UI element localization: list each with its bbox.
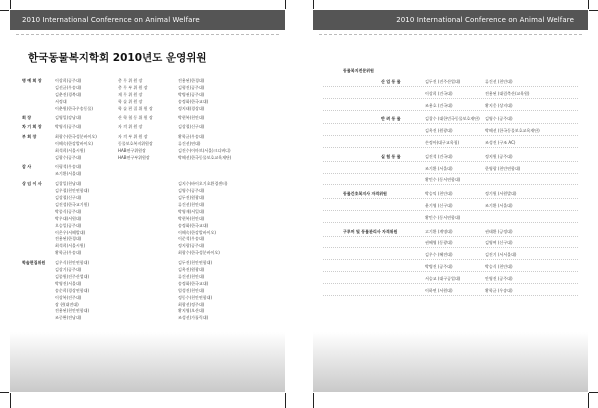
member-name: 이해숙(한강발바이오) bbox=[55, 140, 93, 146]
row-divider bbox=[323, 222, 578, 223]
member-role: 동물보호복지위원장 bbox=[118, 140, 153, 146]
member-name: 박해선(한국동물보호교육재단) bbox=[178, 154, 232, 160]
member-name: 박승익 (천안대) bbox=[425, 191, 453, 197]
row-divider bbox=[323, 147, 578, 148]
row-divider bbox=[323, 123, 578, 124]
section-label: 부 회 장 bbox=[22, 133, 37, 139]
member-name: 박우대(서원대) bbox=[55, 215, 82, 221]
member-name: 김영수(공주대) bbox=[178, 188, 205, 194]
member-name: 조성선(가톨릭대) bbox=[178, 315, 209, 321]
row-divider bbox=[323, 135, 578, 136]
member-name: 황민수 (동서연합대) bbox=[425, 214, 461, 220]
dashed-divider bbox=[16, 34, 279, 35]
member-name: 오승일(공주대) bbox=[55, 222, 82, 228]
member-name: 최석희(서울시원) bbox=[55, 243, 86, 249]
member-name: 최광선(정주대) bbox=[178, 301, 205, 307]
member-name: 김영일(강남대) bbox=[55, 115, 82, 120]
crop-mark bbox=[10, 0, 11, 9]
member-name: 이상복(진주대) bbox=[55, 294, 82, 300]
member-name: 황지영(오산대) bbox=[178, 308, 205, 314]
member-name: 최석희(서울시원) bbox=[55, 147, 86, 153]
member-name: 황학균(우송대) bbox=[55, 250, 82, 256]
member-name: 김창수 (대한민국동물보호재단) bbox=[425, 116, 480, 122]
crop-mark bbox=[588, 0, 589, 9]
member-name: 서승교 (대구공업대) bbox=[425, 275, 461, 281]
section-heading: 동물복지전문위원 bbox=[343, 68, 374, 73]
member-name: 김영수 (공주대) bbox=[485, 116, 513, 122]
member-name: 한영광 (천안연합대) bbox=[485, 165, 521, 171]
page-title: 한국동물복지학회 2010년도 운영위원 bbox=[28, 52, 207, 64]
member-name: 김옥진 (원광대) bbox=[425, 128, 453, 134]
committee-label: 산 업 동 물 bbox=[381, 79, 401, 84]
member-role: 학 술 편 집 위 원 장 bbox=[118, 105, 153, 111]
section-label: 상 임 이 사 bbox=[22, 181, 42, 187]
row-divider bbox=[323, 236, 578, 237]
member-name: 정기원 (서원발대) bbox=[485, 191, 517, 197]
member-name: 박해선 (한국동물보호교육재단) bbox=[485, 128, 540, 134]
member-name: 류건선(천안대) bbox=[178, 273, 205, 279]
member-role: 산 학 협 동 위 원 장 bbox=[118, 115, 153, 120]
committee-label: 반 려 동 물 bbox=[381, 116, 401, 122]
crop-mark bbox=[313, 393, 314, 408]
member-name: 이상희 (건국대) bbox=[425, 90, 453, 96]
member-name: 김우수 (혜전대) bbox=[425, 252, 453, 258]
member-name: 김광수(공주대) bbox=[55, 154, 82, 160]
row-divider bbox=[323, 161, 578, 162]
member-name: 전용된 (대림축산/교육원) bbox=[485, 90, 530, 96]
member-name: 이춘원(한국우송동물) bbox=[55, 105, 93, 111]
member-name: 류건선(연대) bbox=[178, 140, 201, 146]
footer-gradient bbox=[313, 332, 588, 392]
member-name: 김두진(천안연합대) bbox=[178, 260, 213, 266]
member-name: 김옥진(원광대) bbox=[178, 267, 205, 272]
section-label: 차 기 회 장 bbox=[22, 124, 42, 130]
member-name: 박현복(천안대) bbox=[178, 115, 205, 120]
member-name: 박현복(천안대) bbox=[178, 215, 205, 221]
member-name: 고기환 (계명대) bbox=[425, 228, 453, 234]
member-name: 윤기영 (신구대) bbox=[425, 203, 453, 208]
member-role: 재 무 위 원 장 bbox=[118, 91, 143, 97]
member-name: 전용된(한경대) bbox=[178, 78, 205, 83]
member-name: 이해숙(한강발바이오) bbox=[178, 229, 216, 235]
member-role: HAB연구부위원장 bbox=[118, 154, 150, 160]
member-name: 이상희(공주대) bbox=[55, 78, 82, 83]
page-right bbox=[313, 10, 588, 392]
member-name: 정동수(천안연합대) bbox=[178, 294, 213, 300]
crop-mark bbox=[285, 393, 286, 408]
member-name: 황학균(우송대) bbox=[178, 133, 205, 139]
member-name: 김진수(이마브(서울)크디버디) bbox=[178, 147, 231, 153]
member-name: 김창일(천남대) bbox=[55, 181, 82, 187]
member-name: 정지광(공주대) bbox=[178, 243, 205, 249]
header-band bbox=[10, 10, 285, 30]
crop-mark bbox=[0, 10, 9, 11]
row-divider bbox=[323, 259, 578, 260]
member-name: 박병진 (공주대) bbox=[425, 264, 453, 269]
member-name: 조성진 (구조 AC) bbox=[485, 140, 516, 145]
member-name: 박승식 (천안대) bbox=[485, 264, 513, 269]
member-name: 손정아(대구교육청) bbox=[425, 140, 460, 145]
member-name: 송정화(한국교대) bbox=[178, 280, 209, 286]
crop-mark bbox=[589, 392, 598, 393]
crop-mark bbox=[313, 0, 314, 9]
member-name: 송정화(한국교대) bbox=[178, 222, 209, 228]
member-name: 황학균 (우송대) bbox=[485, 287, 513, 293]
member-role: 총 무 부 위 원 장 bbox=[118, 84, 148, 90]
member-name: 정지원 (공주대) bbox=[485, 153, 513, 159]
member-name: 김종원(진주산업대) bbox=[55, 273, 90, 279]
member-name: 최광수(한국성분바이오) bbox=[55, 133, 97, 139]
member-name: 김진성(한국교기원) bbox=[55, 201, 90, 207]
row-divider bbox=[323, 198, 578, 199]
member-name: 류건선 (천안대) bbox=[485, 79, 513, 84]
section-label: 명 예 회 장 bbox=[22, 78, 42, 83]
conference-title: 2010 International Conference on Animal Welfare bbox=[396, 16, 574, 24]
member-name: 권혜영 (동광대) bbox=[425, 240, 453, 246]
member-role: 자 격 위 원 장 bbox=[118, 124, 143, 130]
member-name: 이은우(서해발대) bbox=[55, 229, 86, 235]
member-name: 조용호 (건국대) bbox=[425, 102, 453, 108]
committee-label: 실 험 동 물 bbox=[381, 153, 401, 159]
member-name: 류건선(천안대) bbox=[178, 201, 205, 207]
member-name: 김두진(원광대) bbox=[178, 195, 205, 200]
crop-mark bbox=[10, 393, 11, 408]
member-name: 이하연 (서원대) bbox=[425, 287, 453, 293]
page-left bbox=[10, 10, 285, 392]
header-band bbox=[313, 10, 588, 30]
member-role: 학 술 위 원 장 bbox=[118, 98, 143, 104]
member-name: 김춘진(경북대) bbox=[55, 91, 82, 97]
member-name: 김진기 (서서울대) bbox=[485, 252, 517, 258]
crop-mark bbox=[285, 0, 286, 9]
footer-gradient bbox=[10, 332, 285, 392]
crop-mark bbox=[589, 10, 598, 11]
member-name: 황지웅 (상지대) bbox=[485, 102, 513, 108]
member-name: 김지수(바이오기초환경센터) bbox=[178, 181, 228, 187]
member-name: 송순희(경상연합대) bbox=[55, 287, 90, 293]
member-name: 송정화(한국교대) bbox=[178, 98, 209, 104]
member-name: 김우철(천안연합대) bbox=[55, 188, 90, 194]
member-name: 조기환 (서울대) bbox=[425, 165, 453, 171]
row-divider bbox=[323, 110, 578, 111]
member-name: 조중완(전남대) bbox=[55, 315, 82, 321]
member-name: 전용된(한경대) bbox=[55, 236, 82, 242]
section-label: 회 장 bbox=[22, 115, 32, 120]
row-divider bbox=[323, 247, 578, 248]
member-role: 자 격 부 위 원 장 bbox=[118, 133, 148, 139]
crop-mark bbox=[588, 393, 589, 408]
member-name: 이평석(우송대) bbox=[55, 163, 82, 169]
member-name: 김우식(천안연합대) bbox=[55, 260, 90, 266]
member-name: 김상기(공주대) bbox=[55, 267, 82, 272]
section-label: 감 사 bbox=[22, 163, 32, 169]
member-name: 조기환(서울대) bbox=[55, 170, 82, 176]
member-name: 박종식(공주대) bbox=[55, 208, 82, 214]
member-name: 엄성진(천안대) bbox=[178, 287, 205, 293]
member-name: 조기환 (서울대) bbox=[485, 203, 513, 208]
member-name: 권태환 (긍정대) bbox=[485, 228, 513, 234]
member-name: 김영여 (신구대) bbox=[485, 240, 513, 246]
crop-mark bbox=[0, 392, 9, 393]
member-name: 김선균(우송대) bbox=[55, 84, 82, 90]
row-divider bbox=[323, 184, 578, 185]
row-divider bbox=[323, 271, 578, 272]
member-name: 정지태(경상대) bbox=[178, 105, 205, 111]
member-name: 김상철(신구대) bbox=[55, 195, 82, 200]
row-divider bbox=[323, 283, 578, 284]
member-name: 이준석(우송대) bbox=[178, 236, 205, 242]
row-divider bbox=[323, 173, 578, 174]
row-divider bbox=[323, 98, 578, 99]
member-name: 박영진(서울대) bbox=[55, 280, 82, 286]
member-name: 김두진 (진주산업대) bbox=[425, 79, 461, 84]
member-name: 안영진 (공주대) bbox=[485, 275, 513, 281]
row-divider bbox=[323, 295, 578, 296]
member-name: 박영식(공주대) bbox=[55, 124, 82, 130]
conference-title: 2010 International Conference on Animal Welfare bbox=[22, 16, 200, 24]
member-name: 김상철(신구대) bbox=[178, 124, 205, 130]
member-name: 황민수 (동서연합대) bbox=[425, 177, 461, 183]
committee-label: 구루머 및 동물관리사 자격위원 bbox=[343, 228, 398, 234]
member-name: 최광수(한국성분바이오) bbox=[178, 250, 220, 256]
member-name: 장 현(대전대) bbox=[55, 301, 79, 307]
member-name: 서정대 bbox=[55, 98, 67, 104]
row-divider bbox=[323, 86, 578, 87]
member-role: HAB연구위원장 bbox=[118, 147, 146, 153]
member-name: 박병권(공주대) bbox=[178, 91, 205, 97]
member-name: 박영재(서일대) bbox=[178, 208, 205, 214]
member-name: 김진석 (건국대) bbox=[425, 153, 453, 159]
member-role: 총 무 위 원 장 bbox=[118, 78, 143, 83]
row-divider bbox=[323, 210, 578, 211]
section-label: 학술편집위원 bbox=[22, 260, 46, 266]
committee-label: 동물간호복지사 자격위원 bbox=[343, 191, 387, 197]
member-name: 김형진(공주대) bbox=[178, 84, 205, 90]
member-name: 전용된(천안연합대) bbox=[55, 308, 90, 314]
dashed-divider bbox=[319, 34, 582, 35]
